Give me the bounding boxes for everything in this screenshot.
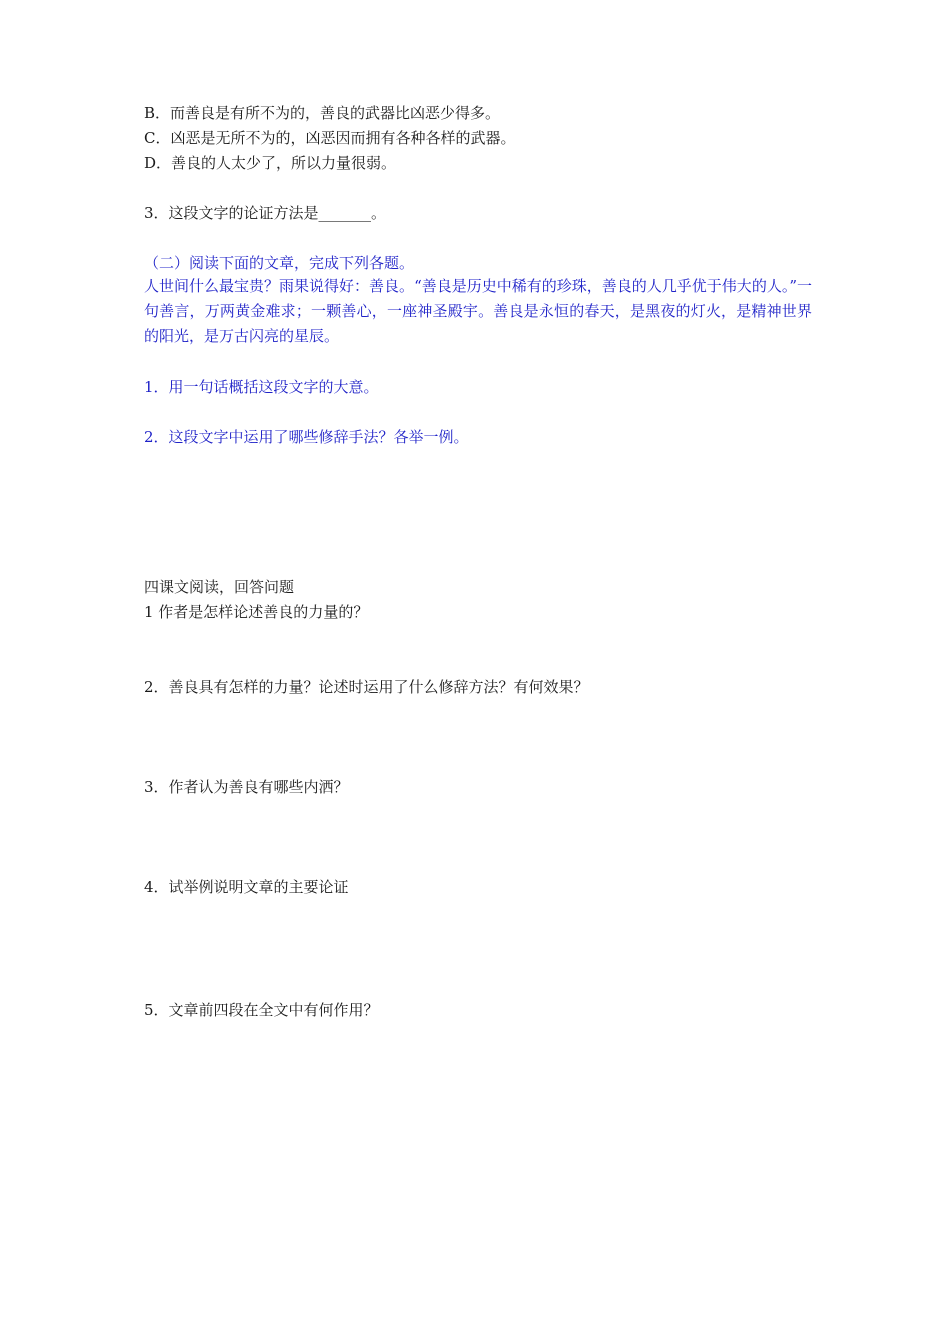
option-c: C．凶恶是无所不为的，凶恶因而拥有各种各样的武器。 <box>144 129 516 147</box>
question-3: 3．这段文字的论证方法是_______。 <box>144 204 387 222</box>
section-4-question-5: 5．文章前四段在全文中有何作用？ <box>144 1001 379 1019</box>
section-2-question-1: 1．用一句话概括这段文字的大意。 <box>144 378 379 396</box>
section-2-heading: （二）阅读下面的文章，完成下列各题。 <box>144 254 415 272</box>
section-4-question-1: 1 作者是怎样论述善良的力量的？ <box>144 603 369 621</box>
section-4-question-2: 2．善良具有怎样的力量？论述时运用了什么修辞方法？有何效果？ <box>144 678 589 696</box>
section-4-question-4: 4．试举例说明文章的主要论证 <box>144 878 349 896</box>
section-2-question-2: 2．这段文字中运用了哪些修辞手法？各举一例。 <box>144 428 469 446</box>
option-b: B．而善良是有所不为的，善良的武器比凶恶少得多。 <box>144 104 501 122</box>
section-4-heading: 四课文阅读，回答问题 <box>144 578 295 596</box>
section-4-question-3: 3．作者认为善良有哪些内洒？ <box>144 778 349 796</box>
option-d: D．善良的人太少了，所以力量很弱。 <box>144 154 397 172</box>
section-2-passage: 人世间什么最宝贵？雨果说得好：善良。“善良是历史中稀有的珍珠，善良的人几乎优于伟大的人。”一句善言，万两黄金难求；一颗善心，一座神圣殿宇。善良是永恒的春天，是黑夜的灯火，是精神世界的阳光，是万古闪亮的星辰。 <box>144 277 812 345</box>
